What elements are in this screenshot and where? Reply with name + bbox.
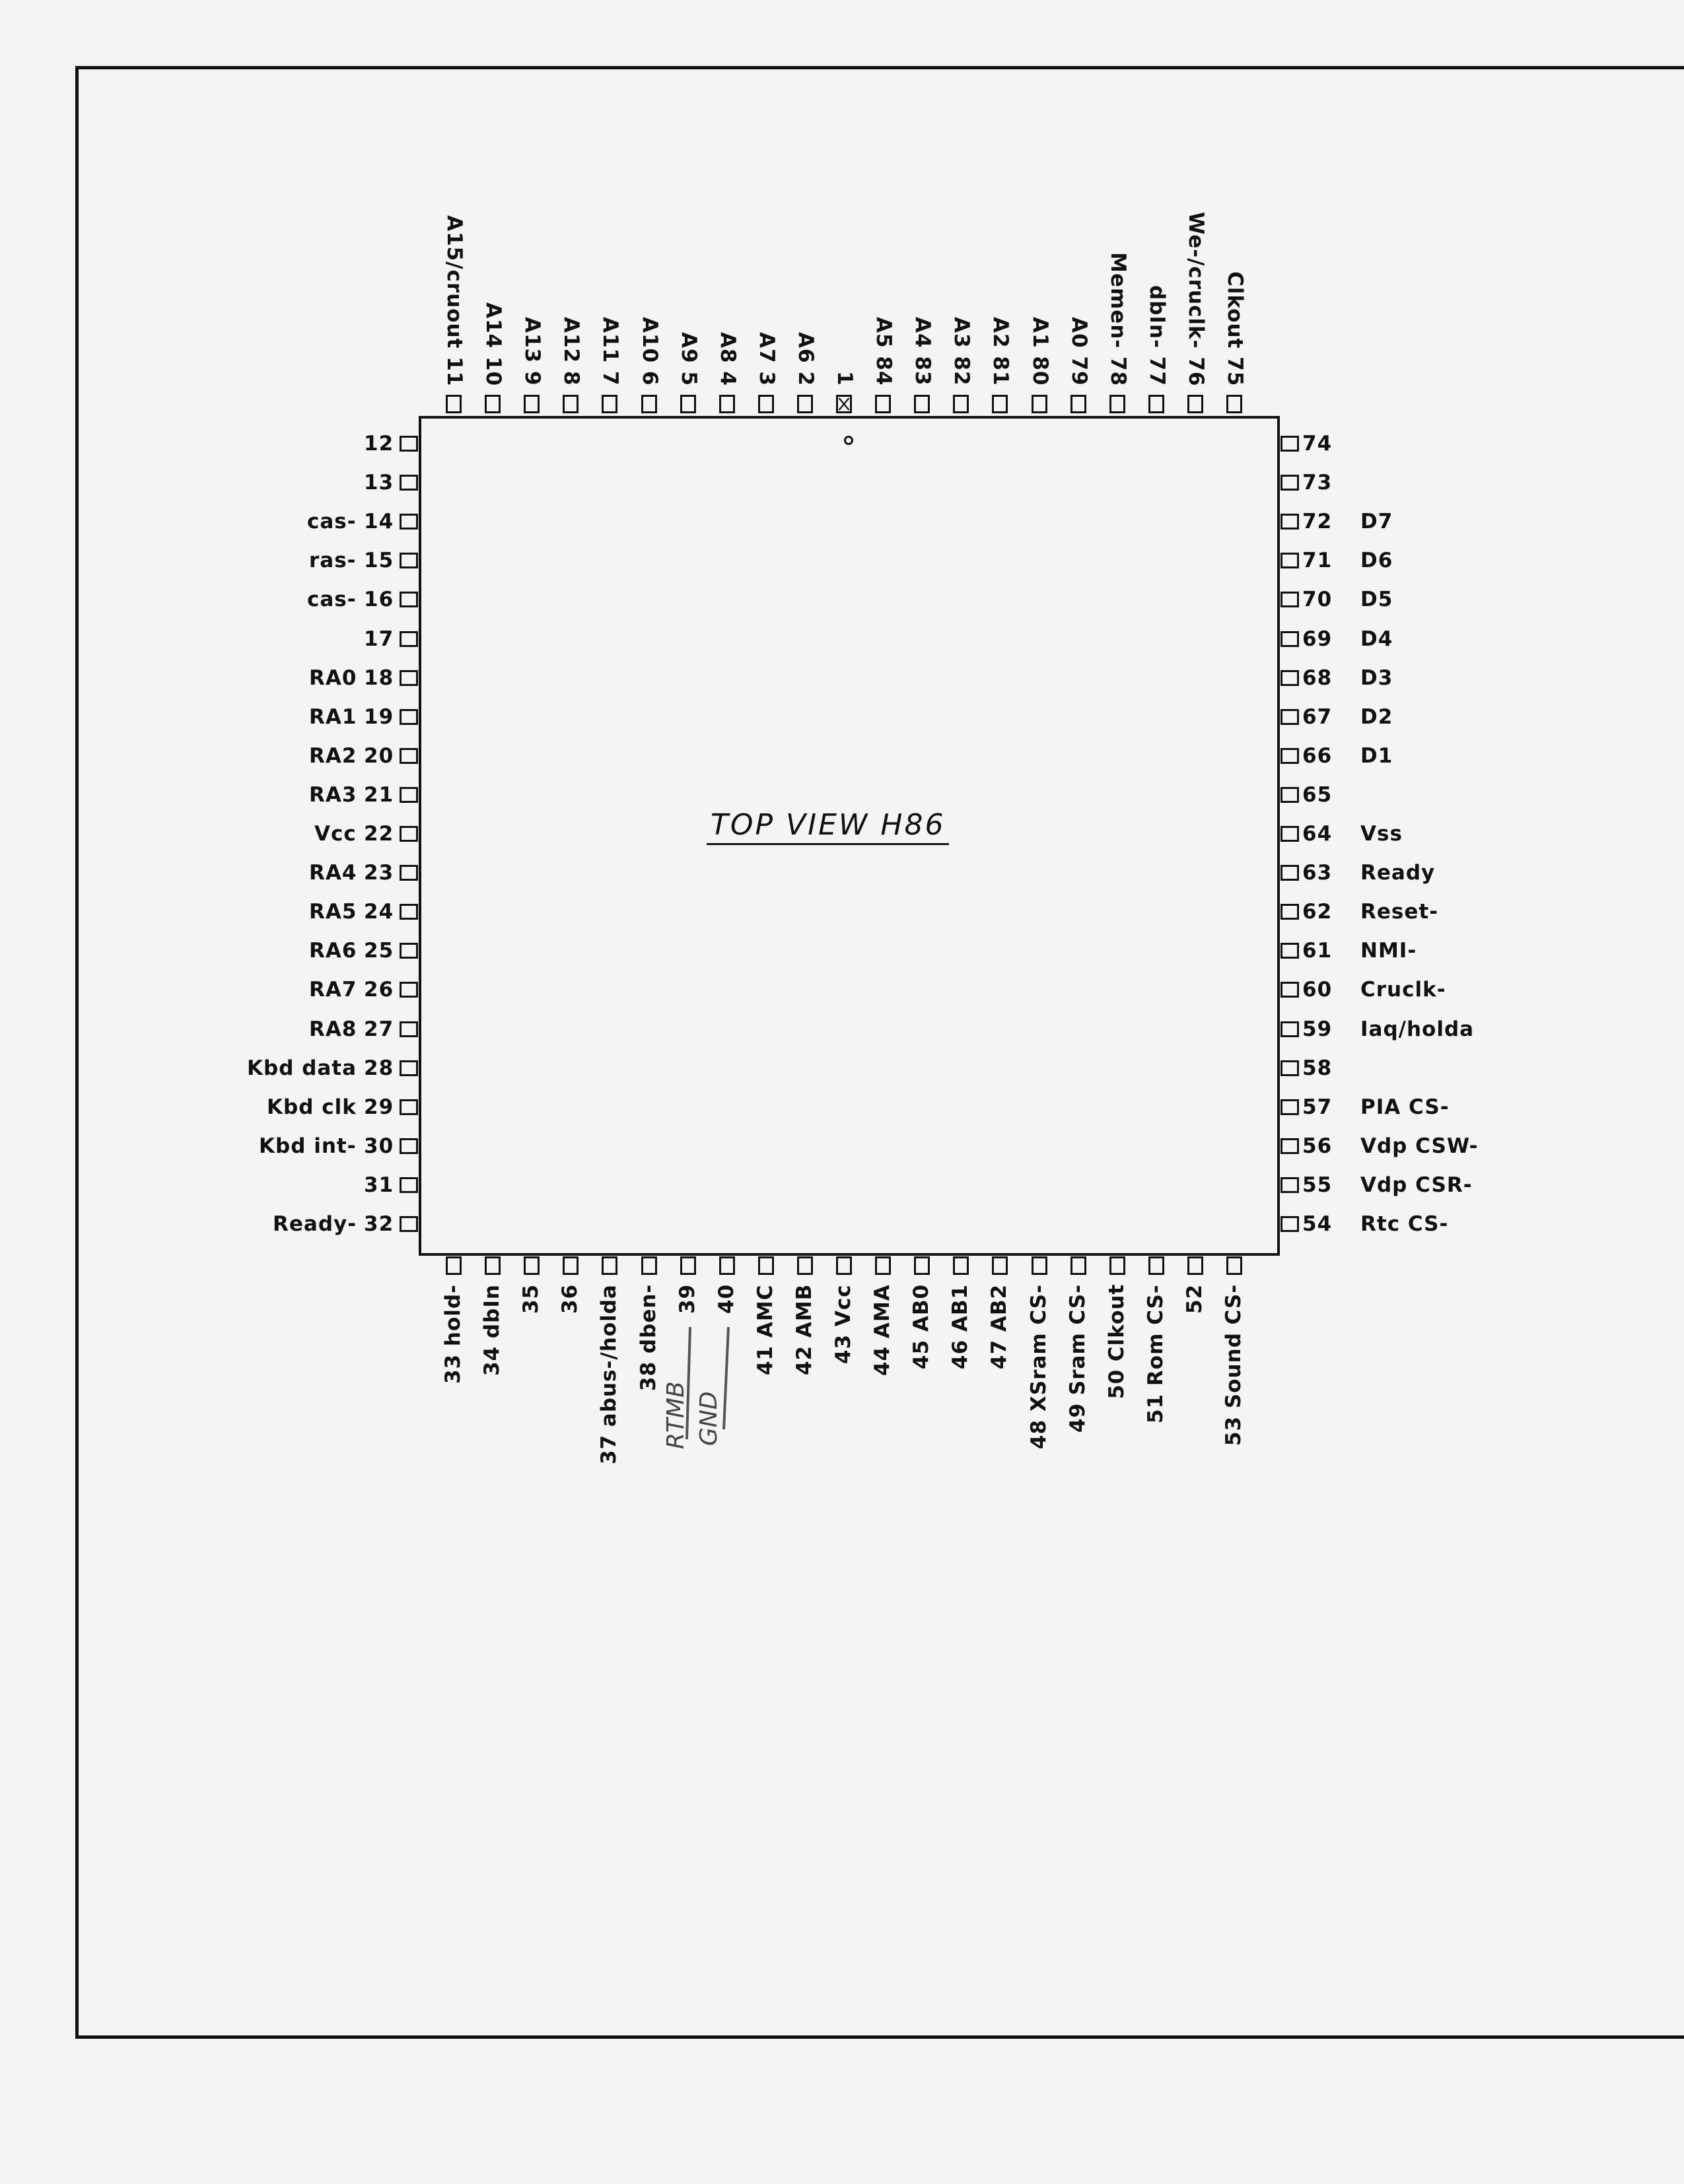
pin-pad-58 xyxy=(1281,1060,1299,1076)
pin-label-75: Clkout 75 xyxy=(1223,271,1247,387)
pin-number-20: 20 xyxy=(364,743,394,768)
pin-pad-48 xyxy=(1032,1256,1047,1275)
pin-number-70: 70 xyxy=(1302,588,1333,612)
pin-label-62: Reset- xyxy=(1360,900,1439,924)
pin-number-26: 26 xyxy=(364,978,394,1002)
pin-number-74: 74 xyxy=(1302,432,1333,456)
pin-pad-82 xyxy=(953,395,969,413)
pin-pad-12 xyxy=(400,436,418,452)
pin-number-62: 62 xyxy=(1302,900,1333,924)
pin-label-64: Vss xyxy=(1360,822,1403,846)
pin-label-28: Kbd data xyxy=(247,1056,357,1080)
pin-pad-50 xyxy=(1109,1256,1125,1275)
pin-label-71: D6 xyxy=(1360,549,1393,573)
pin-label-27: RA8 xyxy=(309,1017,357,1041)
pin-label-14: cas- xyxy=(307,510,357,534)
pin-pad-77 xyxy=(1148,395,1164,413)
pin-pad-7 xyxy=(602,395,617,413)
pin-number-69: 69 xyxy=(1302,627,1333,651)
pin-label-20: RA2 xyxy=(309,743,357,768)
pin-label-32: Ready- xyxy=(273,1212,357,1236)
pin-number-29: 29 xyxy=(364,1095,394,1119)
pin-number-17: 17 xyxy=(364,627,394,651)
pin-number-24: 24 xyxy=(364,900,394,924)
pin-number-56: 56 xyxy=(1302,1134,1333,1158)
pin-label-2: A6 2 xyxy=(793,332,818,386)
pin-pad-4 xyxy=(719,395,735,413)
pin-pad-79 xyxy=(1070,395,1086,413)
pin-pad-83 xyxy=(914,395,930,413)
note-rtmb: RTMB xyxy=(662,1381,689,1449)
pin-label-43: 43 Vcc xyxy=(831,1284,855,1364)
pin-label-83: A4 83 xyxy=(911,317,935,386)
pin-pad-17 xyxy=(400,631,418,647)
pin-label-54: Rtc CS- xyxy=(1360,1212,1449,1236)
pin-label-6: A10 6 xyxy=(637,317,662,386)
pin-label-4: A8 4 xyxy=(715,332,740,386)
pin-label-46: 46 AB1 xyxy=(948,1283,973,1369)
pin-number-25: 25 xyxy=(364,939,394,963)
pin-number-59: 59 xyxy=(1302,1017,1333,1041)
pin-label-68: D3 xyxy=(1360,665,1393,690)
pin-label-82: A3 82 xyxy=(950,317,974,386)
pin-pad-67 xyxy=(1281,709,1299,725)
pin-label-22: Vcc xyxy=(314,822,357,846)
pin-number-71: 71 xyxy=(1302,549,1333,573)
pin-pad-80 xyxy=(1032,395,1047,413)
pin-pad-32 xyxy=(400,1216,418,1232)
pin-number-54: 54 xyxy=(1302,1212,1333,1236)
pin-number-15: 15 xyxy=(364,549,394,573)
pin-label-80: A1 80 xyxy=(1028,317,1052,386)
pin-label-21: RA3 xyxy=(309,782,357,807)
pin-label-57: PIA CS- xyxy=(1360,1095,1450,1119)
pin-label-42: 42 AMB xyxy=(792,1283,816,1375)
pin-pad-21 xyxy=(400,787,418,803)
pin-pad-46 xyxy=(953,1256,969,1275)
pin-number-12: 12 xyxy=(364,432,394,456)
pin-label-63: Ready xyxy=(1360,861,1436,885)
pin-pad-60 xyxy=(1281,982,1299,998)
pin-pad-3 xyxy=(758,395,774,413)
pin-pad-37 xyxy=(602,1256,617,1275)
pin-number-58: 58 xyxy=(1302,1056,1333,1080)
pin1-x-icon xyxy=(838,397,850,411)
pin-pad-29 xyxy=(400,1099,418,1115)
pin-label-59: Iaq/holda xyxy=(1360,1017,1475,1041)
pin-pad-68 xyxy=(1281,670,1299,686)
pin-label-70: D5 xyxy=(1360,588,1393,612)
pin-number-23: 23 xyxy=(364,861,394,885)
pin-pad-54 xyxy=(1281,1216,1299,1232)
pin-pad-25 xyxy=(400,943,418,959)
pin-pad-31 xyxy=(400,1177,418,1193)
pin-label-60: Cruclk- xyxy=(1360,978,1446,1002)
pin-pad-22 xyxy=(400,826,418,842)
pin-number-72: 72 xyxy=(1302,510,1333,534)
pin-pad-34 xyxy=(485,1256,501,1275)
pin-pad-66 xyxy=(1281,748,1299,764)
pin-label-8: A12 8 xyxy=(559,317,584,386)
pin-label-33: 33 hold- xyxy=(441,1284,465,1384)
pin-label-40: 40 xyxy=(714,1283,738,1314)
pin-pad-11 xyxy=(446,395,462,413)
pin1-indicator xyxy=(844,436,853,445)
pin-pad-55 xyxy=(1281,1177,1299,1193)
diagram-title: TOP VIEW H86 xyxy=(707,808,949,845)
pin-label-49: 49 Sram CS- xyxy=(1065,1283,1090,1433)
pin-label-45: 45 AB0 xyxy=(909,1283,934,1369)
pin-pad-72 xyxy=(1281,514,1299,529)
pin-label-3: A7 3 xyxy=(754,332,779,386)
pin-pad-59 xyxy=(1281,1021,1299,1037)
pin-pad-75 xyxy=(1226,395,1242,413)
pin-pad-41 xyxy=(758,1256,774,1275)
pin-pad-69 xyxy=(1281,631,1299,647)
pin-pad-70 xyxy=(1281,592,1299,607)
pin-label-29: Kbd clk xyxy=(267,1095,357,1119)
pin-pad-84 xyxy=(875,395,891,413)
pin-label-1: 1 xyxy=(833,371,857,386)
pin-number-63: 63 xyxy=(1302,861,1333,885)
pin-number-32: 32 xyxy=(364,1212,394,1236)
note-gnd: GND xyxy=(695,1391,722,1446)
pin-pad-51 xyxy=(1148,1256,1164,1275)
pin-label-37: 37 abus-/holda xyxy=(597,1284,621,1464)
pin-label-35: 35 xyxy=(519,1283,544,1314)
pin-pad-56 xyxy=(1281,1138,1299,1154)
pin-pad-39 xyxy=(680,1256,696,1275)
pin-pad-76 xyxy=(1187,395,1203,413)
pin-pad-40 xyxy=(719,1256,735,1275)
pin-pad-36 xyxy=(563,1256,579,1275)
pin-label-38: 38 dben- xyxy=(636,1283,660,1391)
pin-number-27: 27 xyxy=(364,1017,394,1041)
pin-pad-26 xyxy=(400,982,418,998)
pin-pad-1 xyxy=(836,395,852,413)
pin-label-72: D7 xyxy=(1360,510,1393,534)
pin-pad-42 xyxy=(797,1256,813,1275)
pin-pad-53 xyxy=(1226,1256,1242,1275)
pin-number-21: 21 xyxy=(364,782,394,807)
pin-label-81: A2 81 xyxy=(989,317,1013,386)
pin-pad-19 xyxy=(400,709,418,725)
pin-label-9: A13 9 xyxy=(520,317,545,386)
pin-pad-30 xyxy=(400,1138,418,1154)
pin-pad-61 xyxy=(1281,943,1299,959)
pin-pad-8 xyxy=(563,395,579,413)
pin-label-11: A15/cruout 11 xyxy=(442,215,466,387)
pin-label-19: RA1 xyxy=(309,704,357,729)
pin-pad-71 xyxy=(1281,553,1299,568)
pin-number-60: 60 xyxy=(1302,978,1333,1002)
pin-pad-74 xyxy=(1281,436,1299,452)
pin-number-68: 68 xyxy=(1302,665,1333,690)
pin-label-61: NMI- xyxy=(1360,939,1417,963)
pin-pad-45 xyxy=(914,1256,930,1275)
pin-pad-78 xyxy=(1109,395,1125,413)
pin-pad-52 xyxy=(1187,1256,1203,1275)
pin-label-15: ras- xyxy=(309,549,357,573)
pin-label-26: RA7 xyxy=(309,978,357,1002)
pin-label-48: 48 XSram CS- xyxy=(1026,1284,1051,1449)
handwritten-notes xyxy=(634,1320,766,1532)
pin-label-39: 39 xyxy=(675,1283,699,1314)
pin-number-61: 61 xyxy=(1302,939,1333,963)
pin-label-18: RA0 xyxy=(309,665,357,690)
pin-label-50: 50 Clkout xyxy=(1104,1283,1129,1399)
pin-pad-43 xyxy=(836,1256,852,1275)
pin-pad-47 xyxy=(992,1256,1008,1275)
pin-label-44: 44 AMA xyxy=(870,1284,895,1376)
pin-pad-5 xyxy=(680,395,696,413)
pin-label-16: cas- xyxy=(307,588,357,612)
pin-number-16: 16 xyxy=(364,588,394,612)
pin-pad-20 xyxy=(400,748,418,764)
note-arrow-40 xyxy=(724,1327,728,1429)
pin-label-77: dbIn- 77 xyxy=(1144,285,1169,386)
pin-label-36: 36 xyxy=(558,1283,582,1314)
pin-label-67: D2 xyxy=(1360,704,1393,729)
pin-number-31: 31 xyxy=(364,1173,394,1197)
pin-label-34: 34 dbIn xyxy=(480,1284,505,1376)
pin-label-10: A14 10 xyxy=(481,302,506,387)
pin-label-25: RA6 xyxy=(309,939,357,963)
pin-pad-81 xyxy=(992,395,1008,413)
pin-pad-73 xyxy=(1281,475,1299,491)
pin-number-13: 13 xyxy=(364,471,394,495)
pin-number-14: 14 xyxy=(364,510,394,534)
pin-number-22: 22 xyxy=(364,822,394,846)
pin-pad-24 xyxy=(400,904,418,920)
pin-pad-10 xyxy=(485,395,501,413)
pin-label-84: A5 84 xyxy=(872,317,896,386)
pin-pad-44 xyxy=(875,1256,891,1275)
pin-pad-6 xyxy=(641,395,657,413)
pin-number-67: 67 xyxy=(1302,704,1333,729)
pin-label-52: 52 xyxy=(1182,1283,1207,1314)
pin-label-23: RA4 xyxy=(309,861,357,885)
pin-label-41: 41 AMC xyxy=(753,1284,777,1375)
pin-pad-63 xyxy=(1281,865,1299,881)
pin-pad-13 xyxy=(400,475,418,491)
pin-pad-16 xyxy=(400,592,418,607)
pin-label-51: 51 Rom CS- xyxy=(1143,1284,1168,1423)
pin-number-30: 30 xyxy=(364,1134,394,1158)
pin-pad-35 xyxy=(524,1256,540,1275)
pin-number-19: 19 xyxy=(364,704,394,729)
pin-label-5: A9 5 xyxy=(676,332,701,386)
pin-pad-2 xyxy=(797,395,813,413)
pin-label-56: Vdp CSW- xyxy=(1360,1134,1479,1158)
pin-pad-33 xyxy=(446,1256,462,1275)
pin-label-24: RA5 xyxy=(309,900,357,924)
pin-pad-9 xyxy=(524,395,540,413)
pin-pad-65 xyxy=(1281,787,1299,803)
pin-pad-64 xyxy=(1281,826,1299,842)
pin-pad-49 xyxy=(1070,1256,1086,1275)
pin-label-79: A0 79 xyxy=(1067,317,1091,386)
pin-pad-27 xyxy=(400,1021,418,1037)
pin-pad-62 xyxy=(1281,904,1299,920)
pin-number-57: 57 xyxy=(1302,1095,1333,1119)
pin-pad-23 xyxy=(400,865,418,881)
pin-number-55: 55 xyxy=(1302,1173,1333,1197)
pin-number-28: 28 xyxy=(364,1056,394,1080)
pin-number-66: 66 xyxy=(1302,743,1333,768)
pin-number-65: 65 xyxy=(1302,782,1333,807)
pin-pad-14 xyxy=(400,514,418,529)
pin-pad-57 xyxy=(1281,1099,1299,1115)
pin-label-47: 47 AB2 xyxy=(987,1283,1012,1369)
pin-pad-28 xyxy=(400,1060,418,1076)
pin-label-55: Vdp CSR- xyxy=(1360,1173,1473,1197)
pin-pad-38 xyxy=(641,1256,657,1275)
pin-label-76: We-/cruclk- 76 xyxy=(1183,212,1208,387)
pin-label-7: A11 7 xyxy=(598,317,623,386)
pin-label-30: Kbd int- xyxy=(259,1134,357,1158)
pin-label-66: D1 xyxy=(1360,743,1393,768)
pin-number-64: 64 xyxy=(1302,822,1333,846)
pin-label-69: D4 xyxy=(1360,627,1393,651)
pin-number-73: 73 xyxy=(1302,471,1333,495)
pin-pad-18 xyxy=(400,670,418,686)
pin-number-18: 18 xyxy=(364,665,394,690)
pin-label-53: 53 Sound CS- xyxy=(1222,1283,1245,1446)
pin-label-78: Memen- 78 xyxy=(1105,252,1130,387)
pin-pad-15 xyxy=(400,553,418,568)
